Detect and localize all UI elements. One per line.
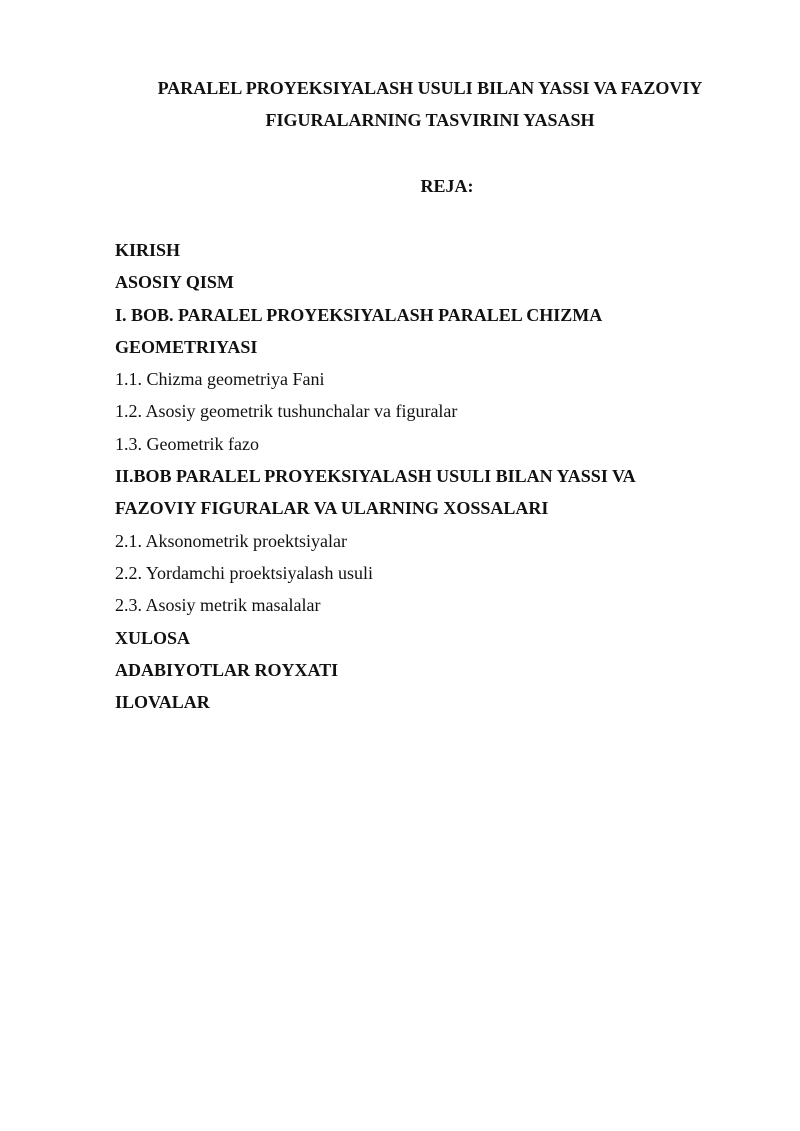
toc-item: 2.2. Yordamchi proektsiyalash usuli bbox=[115, 562, 373, 583]
toc-item: XULOSA bbox=[115, 627, 191, 648]
plan-heading: REJA: bbox=[420, 176, 474, 196]
title-line: PARALEL PROYEKSIYALASH USULI BILAN YASSI VA FAZOVIY bbox=[157, 78, 703, 98]
toc-item: 2.3. Asosiy metrik masalalar bbox=[115, 595, 321, 616]
toc-item: ADABIYOTLAR ROYXATI bbox=[115, 659, 339, 680]
toc-item: GEOMETRIYASI bbox=[115, 336, 258, 357]
toc-item: 2.1. Aksonometrik proektsiyalar bbox=[115, 530, 347, 551]
toc-item: 1.1. Chizma geometriya Fani bbox=[115, 369, 325, 390]
toc-item: ILOVALAR bbox=[115, 692, 210, 713]
table-of-contents bbox=[115, 234, 735, 718]
document-title bbox=[100, 72, 760, 136]
toc-item: FAZOVIY FIGURALAR VA ULARNING XOSSALARI bbox=[115, 498, 549, 519]
toc-item: I. BOB. PARALEL PROYEKSIYALASH PARALEL CHIZMA bbox=[115, 304, 603, 325]
title-line: FIGURALARNING TASVIRINI YASASH bbox=[265, 110, 595, 130]
toc-item: ASOSIY QISM bbox=[115, 272, 234, 293]
toc-item: 1.2. Asosiy geometrik tushunchalar va figuralar bbox=[115, 401, 458, 422]
toc-item: 1.3. Geometrik fazo bbox=[115, 433, 259, 454]
toc-item: KIRISH bbox=[115, 240, 181, 260]
toc-item: II.BOB PARALEL PROYEKSIYALASH USULI BILAN YASSI VA bbox=[115, 466, 636, 487]
